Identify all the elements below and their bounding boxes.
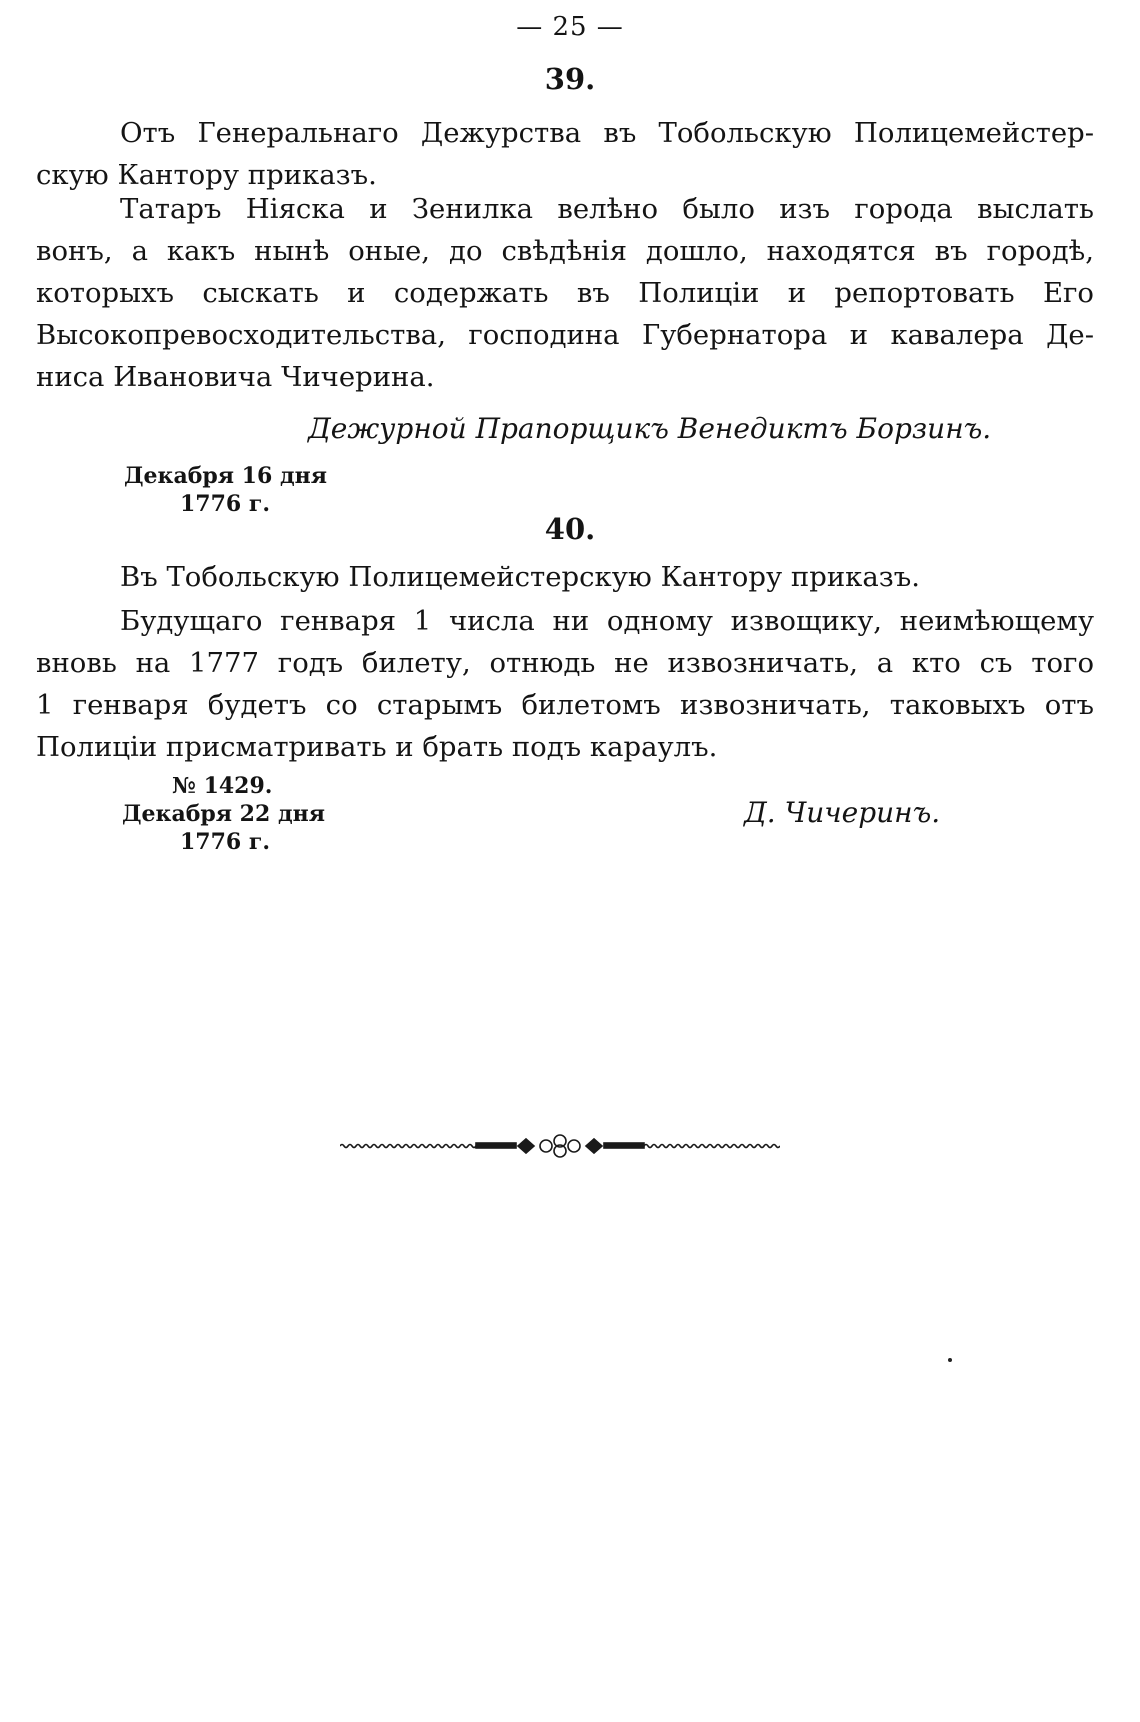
- entry-39-date-year: 1776 г.: [180, 491, 271, 517]
- entry-39-body-line-1: Татаръ Нiяска и Зенилка велѣно было изъ города выслать: [120, 193, 1094, 225]
- print-speck: [948, 1358, 952, 1362]
- entry-39-heading: [36, 112, 1094, 196]
- entry-40-date-year: 1776 г.: [180, 829, 271, 855]
- entry-39-body-line-4: Высокопревосходительства, господина Губернатора и кавалера Де-: [36, 319, 1094, 351]
- entry-39-body-line-3: которыхъ сыскать и содержать въ Полицiи и репортовать Его: [36, 277, 1094, 309]
- entry-39-heading-line-1: Отъ Генеральнаго Дежурства въ Тобольскую Полицемейстер-: [120, 117, 1094, 149]
- entry-39-body-line-2: вонъ, а какъ нынѣ оные, до свѣдѣнiя дошло, находятся въ городѣ,: [36, 235, 1094, 267]
- entry-39-heading-line-2: скую Кантору приказъ.: [36, 159, 377, 191]
- entry-39-date-day: Декабря 16 дня: [124, 463, 327, 489]
- entry-39-body: [36, 188, 1094, 398]
- entry-40-reference-number: № 1429.: [172, 773, 273, 799]
- entry-40-signature: Д. Чичеринъ.: [744, 796, 941, 829]
- entry-39-signature: Дежурной Прапорщикъ Венедиктъ Борзинъ.: [308, 412, 992, 445]
- entry-40-body-line-3: 1 генваря будетъ со старымъ билетомъ извозничать, таковыхъ отъ: [36, 689, 1094, 721]
- entry-40-body: [36, 600, 1094, 768]
- entry-40-body-line-1: Будущаго генваря 1 числа ни одному извощику, неимѣющему: [120, 605, 1094, 637]
- entry-39-body-line-5: ниса Ивановича Чичерина.: [36, 361, 435, 393]
- entry-40-number: 40.: [544, 512, 596, 546]
- decorative-rule-icon: [340, 1132, 780, 1160]
- entry-40-date-day: Декабря 22 дня: [122, 801, 325, 827]
- entry-40-heading: [36, 556, 1094, 598]
- page-number: — 25 —: [516, 12, 624, 42]
- entry-39-number: 39.: [544, 62, 596, 96]
- entry-40-body-line-2: вновь на 1777 годъ билету, отнюдь не извозничать, а кто съ того: [36, 647, 1094, 679]
- entry-40-body-line-4: Полицiи присматривать и брать подъ караулъ.: [36, 731, 718, 763]
- entry-40-heading-line-1: Въ Тобольскую Полицемейстерскую Кантору приказъ.: [120, 561, 920, 593]
